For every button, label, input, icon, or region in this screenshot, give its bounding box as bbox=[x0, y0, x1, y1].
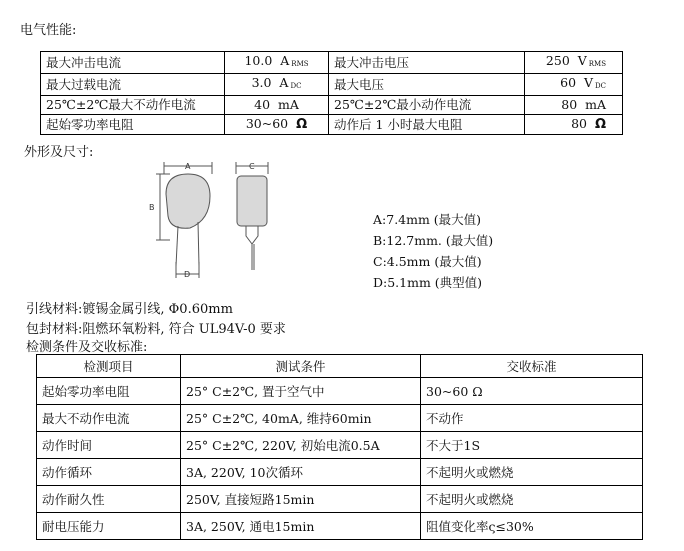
side-lead-left bbox=[246, 226, 252, 270]
front-lead-left bbox=[176, 226, 178, 266]
electrical-label: 最大过载电流 bbox=[41, 74, 225, 96]
electrical-label: 动作后 1 小时最大电阻 bbox=[329, 115, 525, 135]
unit-subscript: RMS bbox=[588, 60, 606, 68]
electrical-value bbox=[525, 115, 623, 135]
table-cell: 不大于1S bbox=[421, 432, 643, 459]
unit-subscript: DC bbox=[290, 82, 302, 90]
column-header: 测试条件 bbox=[181, 355, 421, 378]
electrical-label: 最大电压 bbox=[329, 74, 525, 96]
table-cell: 3A, 250V, 通电15min bbox=[181, 513, 421, 540]
unit: A bbox=[279, 75, 289, 90]
electrical-row bbox=[41, 115, 623, 135]
electrical-label: 25℃±2℃最小动作电流 bbox=[329, 96, 525, 115]
electrical-heading: 电气性能: bbox=[20, 23, 77, 38]
unit: Ω bbox=[296, 117, 308, 132]
label-b: B bbox=[149, 203, 155, 212]
label-c: C bbox=[249, 162, 255, 171]
value: 30~60 bbox=[245, 116, 289, 131]
outline-heading: 外形及尺寸: bbox=[24, 145, 94, 160]
electrical-label: 最大冲击电压 bbox=[329, 52, 525, 74]
unit: V bbox=[577, 53, 587, 68]
table-cell: 30~60 Ω bbox=[421, 378, 643, 405]
inspection-table bbox=[36, 354, 643, 540]
table-cell: 不起明火或燃烧 bbox=[421, 486, 643, 513]
value: 80 bbox=[561, 97, 578, 112]
lead-material: 引线材料:镀锡金属引线, Φ0.60mm bbox=[26, 302, 233, 317]
electrical-value bbox=[225, 52, 329, 74]
column-header: 检测项目 bbox=[37, 355, 181, 378]
dim-c: C:4.5mm (最大值) bbox=[373, 254, 482, 269]
table-cell: 动作循环 bbox=[37, 459, 181, 486]
electrical-row bbox=[41, 74, 623, 96]
value: 250 bbox=[545, 53, 570, 68]
label-a: A bbox=[185, 162, 191, 171]
inspection-header-row bbox=[37, 355, 643, 378]
dim-a: A:7.4mm (最大值) bbox=[373, 212, 482, 227]
unit: mA bbox=[277, 97, 299, 112]
table-cell: 3A, 220V, 10次循环 bbox=[181, 459, 421, 486]
dim-b: B:12.7mm. (最大值) bbox=[373, 233, 494, 248]
side-lead-right bbox=[252, 226, 258, 244]
table-cell: 25° C±2℃, 置于空气中 bbox=[181, 378, 421, 405]
electrical-value bbox=[225, 96, 329, 115]
component-outline-diagram bbox=[140, 158, 290, 283]
dim-d: D:5.1mm (典型值) bbox=[373, 275, 483, 290]
table-cell: 起始零功率电阻 bbox=[37, 378, 181, 405]
unit: A bbox=[280, 53, 290, 68]
table-row bbox=[37, 378, 643, 405]
table-cell: 25° C±2℃, 220V, 初始电流0.5A bbox=[181, 432, 421, 459]
table-cell: 25° C±2℃, 40mA, 维持60min bbox=[181, 405, 421, 432]
electrical-value bbox=[225, 74, 329, 96]
value: 80 bbox=[571, 116, 587, 131]
table-cell: 耐电压能力 bbox=[37, 513, 181, 540]
table-cell: 阻值变化率ς≤30% bbox=[421, 513, 643, 540]
electrical-row bbox=[41, 96, 623, 115]
table-cell: 不动作 bbox=[421, 405, 643, 432]
unit: V bbox=[584, 75, 594, 90]
table-cell: 动作时间 bbox=[37, 432, 181, 459]
front-lead-right bbox=[198, 222, 199, 266]
table-row bbox=[37, 513, 643, 540]
value: 60 bbox=[560, 75, 577, 90]
electrical-value bbox=[225, 115, 329, 135]
coating-material: 包封材料:阻燃环氧粉料, 符合 UL94V-0 要求 bbox=[26, 322, 286, 337]
electrical-label: 25℃±2℃最大不动作电流 bbox=[41, 96, 225, 115]
component-body-front bbox=[166, 174, 210, 228]
table-cell: 最大不动作电流 bbox=[37, 405, 181, 432]
component-body-side bbox=[237, 176, 267, 226]
value: 40 bbox=[254, 97, 271, 112]
unit: mA bbox=[585, 97, 606, 112]
electrical-value bbox=[525, 74, 623, 96]
value: 10.0 bbox=[244, 53, 273, 68]
electrical-value bbox=[525, 52, 623, 74]
value: 3.0 bbox=[251, 75, 272, 90]
electrical-label: 起始零功率电阻 bbox=[41, 115, 225, 135]
table-cell: 动作耐久性 bbox=[37, 486, 181, 513]
inspection-heading: 检测条件及交收标准: bbox=[26, 340, 148, 355]
electrical-label: 最大冲击电流 bbox=[41, 52, 225, 74]
unit-subscript: DC bbox=[595, 82, 606, 90]
label-d: D bbox=[184, 270, 191, 279]
electrical-value bbox=[525, 96, 623, 115]
table-row bbox=[37, 459, 643, 486]
table-row bbox=[37, 432, 643, 459]
table-row bbox=[37, 486, 643, 513]
unit: Ω bbox=[594, 117, 606, 132]
column-header: 交收标准 bbox=[421, 355, 643, 378]
electrical-row bbox=[41, 52, 623, 74]
table-cell: 不起明火或燃烧 bbox=[421, 459, 643, 486]
table-row bbox=[37, 405, 643, 432]
electrical-table bbox=[40, 51, 623, 135]
table-cell: 250V, 直接短路15min bbox=[181, 486, 421, 513]
unit-subscript: RMS bbox=[291, 60, 309, 68]
